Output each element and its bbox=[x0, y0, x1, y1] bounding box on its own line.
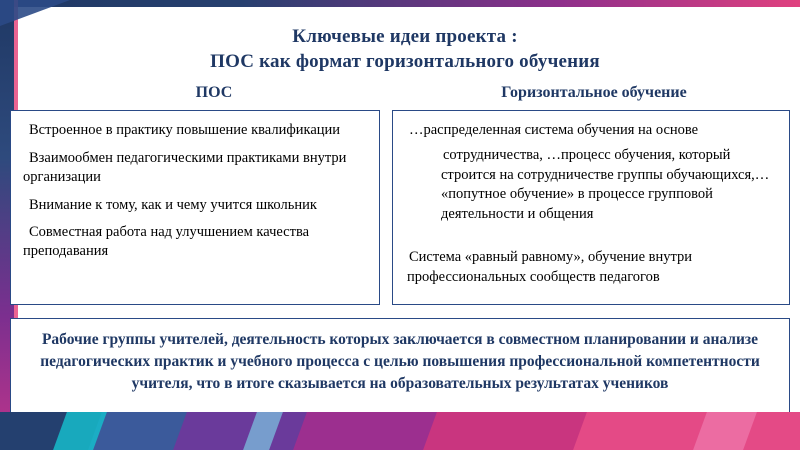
column-heading-left: ПОС bbox=[195, 84, 233, 101]
band-segment bbox=[573, 412, 800, 450]
top-edge-decoration bbox=[0, 0, 800, 7]
column-heading-right: Горизонтальное обучение bbox=[501, 84, 687, 101]
right-content-box bbox=[392, 110, 790, 305]
bottom-band-decoration bbox=[0, 412, 800, 450]
column-headings bbox=[14, 84, 794, 106]
paragraph: сотрудничества, …процесс обучения, который строится на сотрудничестве группы обучающихся,… «попутное обучение» в процессе групповой деятельности и общения bbox=[441, 147, 770, 222]
list-item: Встроенное в практику повышение квалификации bbox=[29, 122, 341, 138]
list-item: Совместная работа над улучшением качества преподавания bbox=[23, 224, 310, 260]
left-content-box bbox=[10, 110, 380, 305]
title-line-1: Ключевые идеи проекта : bbox=[292, 26, 518, 47]
paragraph: Система «равный равному», обучение внутри профессиональных сообществ педагогов bbox=[407, 249, 693, 285]
list-item: Внимание к тому, как и чему учится школьник bbox=[29, 196, 317, 213]
paragraph: …распределенная система обучения на основе bbox=[409, 122, 699, 138]
list-item: Взаимообмен педагогическими практиками внутри организации bbox=[23, 149, 347, 185]
corner-triangle-decoration bbox=[0, 0, 70, 26]
page-title bbox=[60, 24, 750, 74]
paragraph-spacer bbox=[407, 230, 777, 248]
summary-box bbox=[10, 318, 790, 416]
summary-text: Рабочие группы учителей, деятельность которых заключается в совместном планировании и анализе педагогических практик и учебного процесса с целью повышения профессиональной компетентности учителя, что в итоге сказывается на образовательных результатах учеников bbox=[40, 331, 760, 392]
title-line-2: ПОС как формат горизонтального обучения bbox=[210, 51, 600, 73]
